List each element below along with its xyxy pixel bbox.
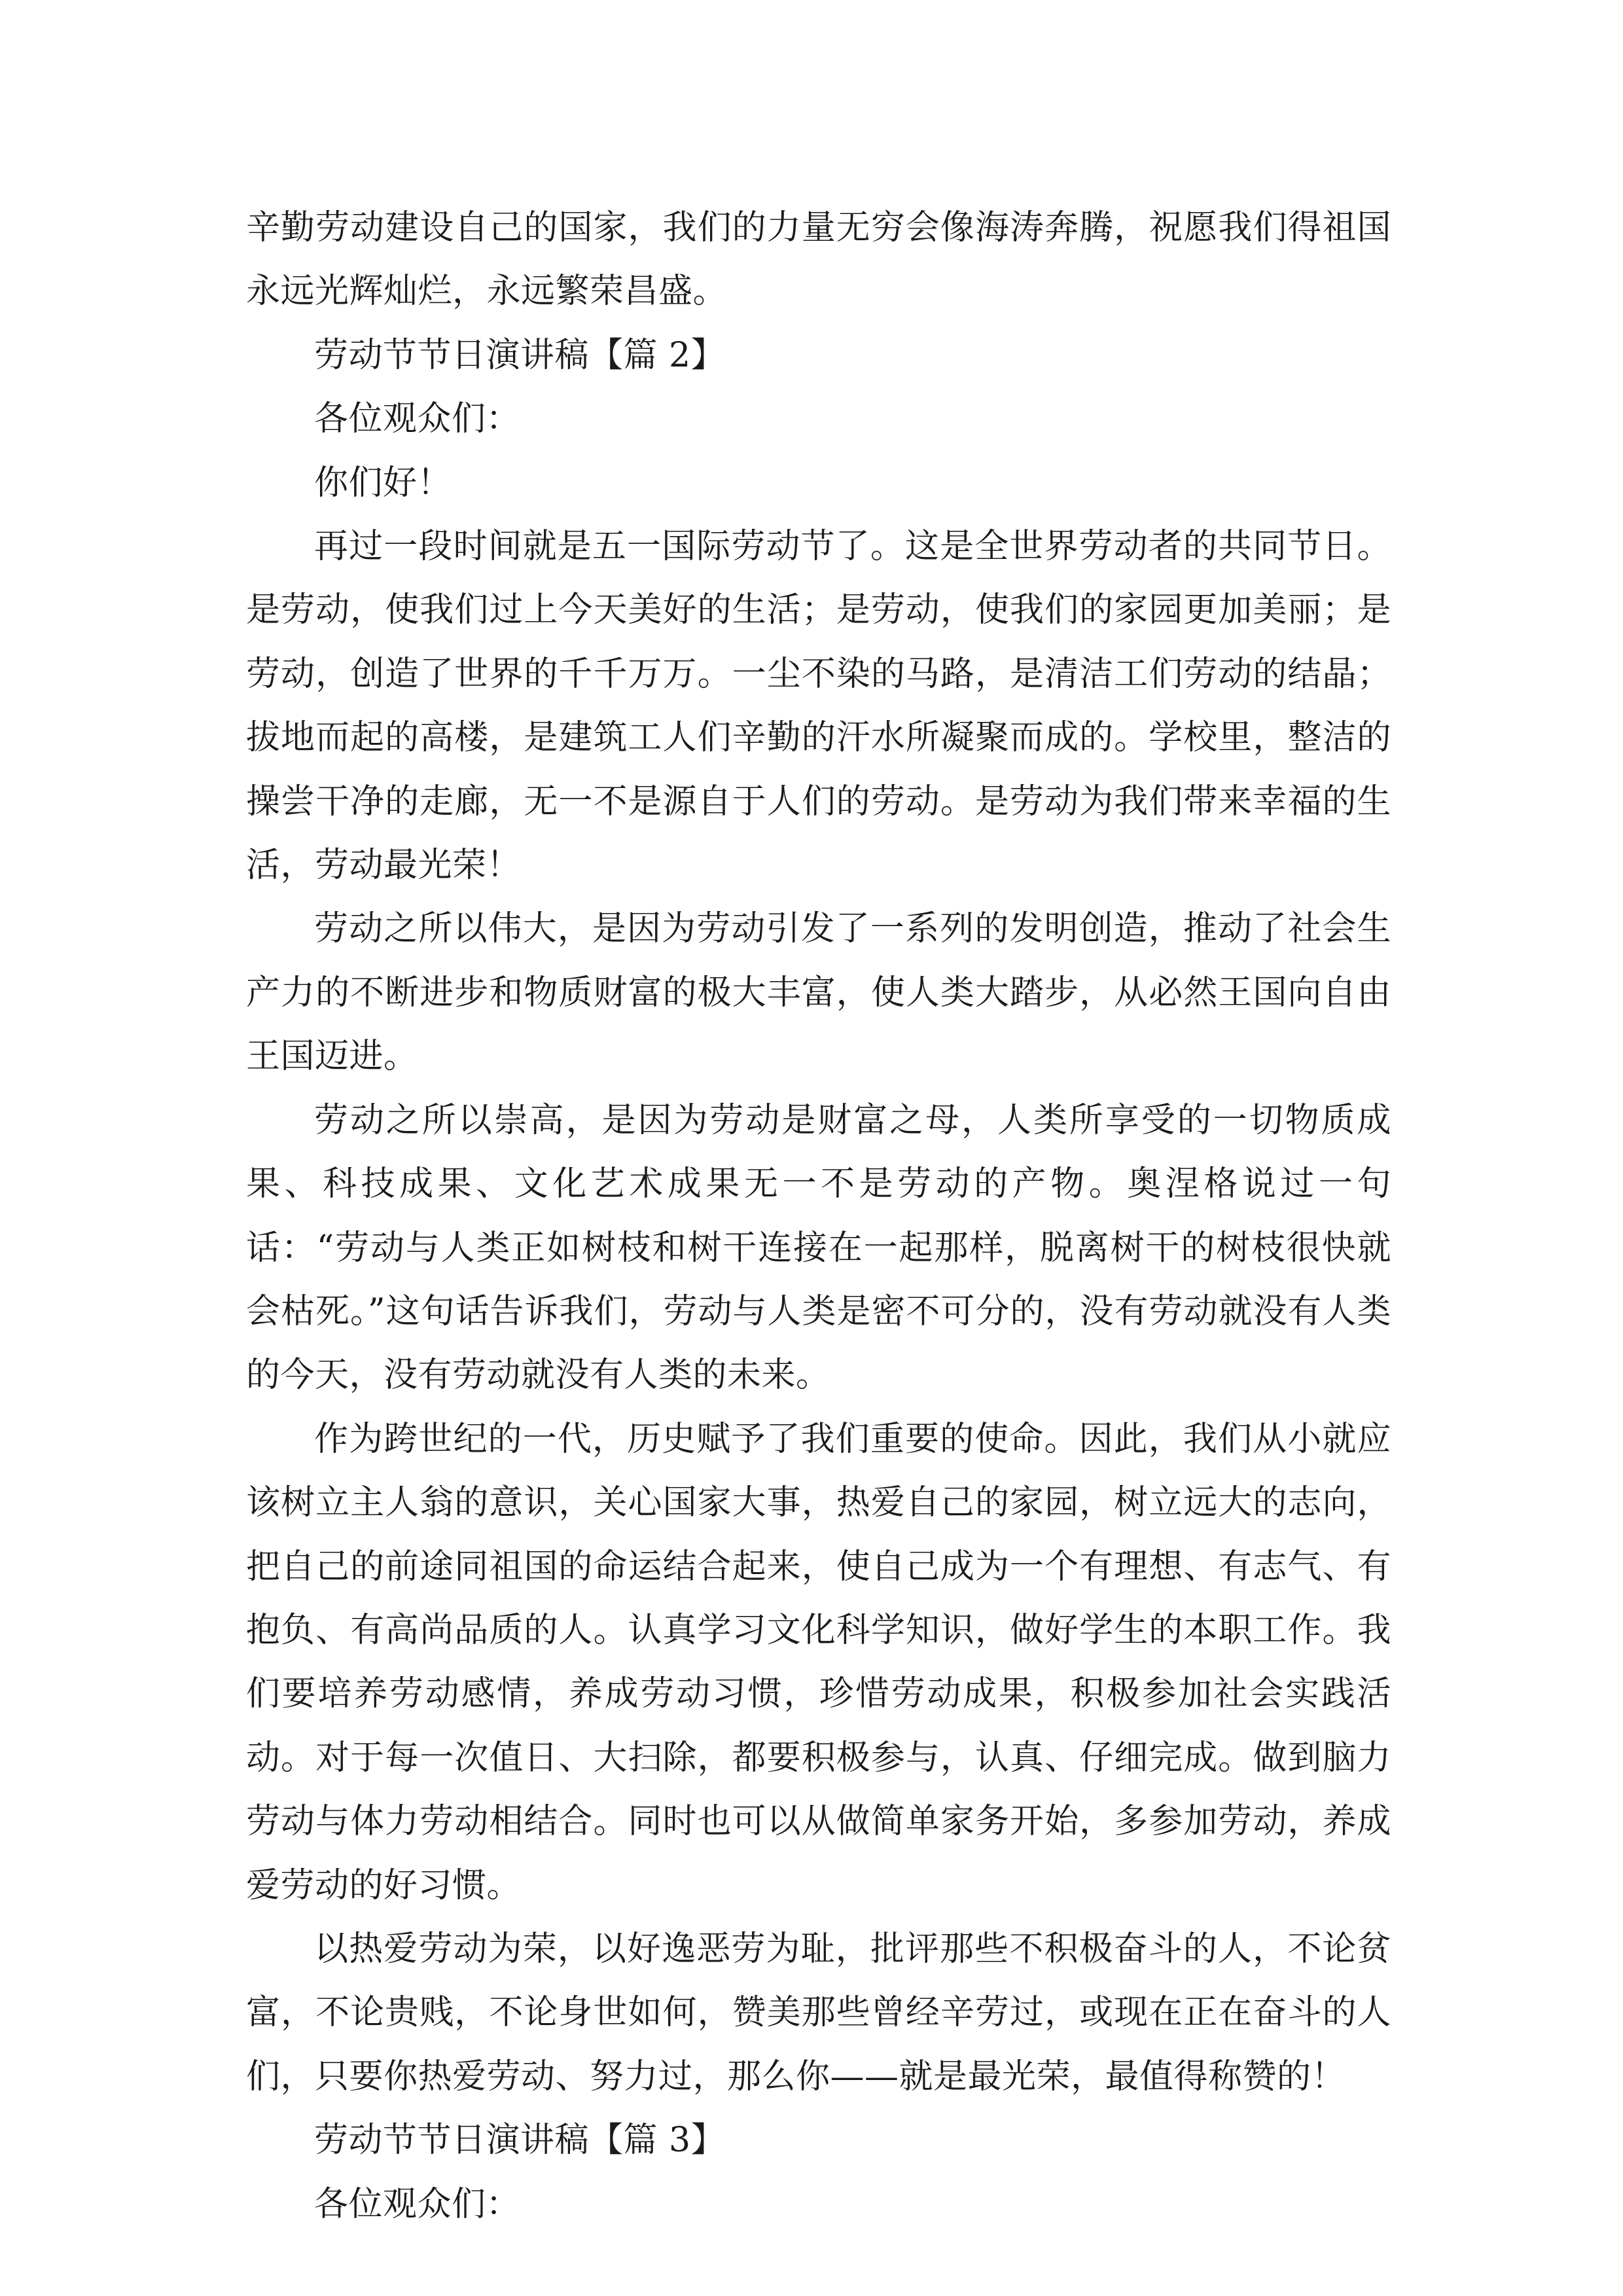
- paragraph-closing-prev: 辛勤劳动建设自己的国家，我们的力量无穷会像海涛奔腾，祝愿我们得祖国永远光辉灿烂，永远繁荣昌盛。: [246, 208, 1391, 312]
- paragraph: 作为跨世纪的一代，历史赋予了我们重要的使命。因此，我们从小就应该树立主人翁的意识，关心国家大事，热爱自己的家园，树立远大的志向，把自己的前途同祖国的命运结合起来，使自己成为一个有理想、有志气、有抱负、有高尚品质的人。认真学习文化科学知识，做好学生的本职工作。我们要培养劳动感情，养成劳动习惯，珍惜劳动成果，积极参加社会实践活动。对于每一次值日、大扫除，都要积极参与，认真、仔细完成。做到脑力劳动与体力劳动相结合。同时也可以从做简单家务开始，多参加劳动，养成爱劳动的好习惯。: [246, 1419, 1391, 1905]
- section-heading-3: 劳动节节日演讲稿【篇 3】: [314, 2121, 726, 2161]
- section-heading-2: 劳动节节日演讲稿【篇 2】: [314, 335, 726, 375]
- paragraph: 以热爱劳动为荣，以好逸恶劳为耻，批评那些不积极奋斗的人，不论贫富，不论贵贱，不论身世如何，赞美那些曾经辛劳过，或现在正在奋斗的人们，只要你热爱劳动、努力过，那么你——就是最光荣，最值得称赞的！: [246, 1929, 1391, 2096]
- salutation: 各位观众们：: [314, 399, 521, 439]
- document-body: [246, 196, 1391, 2236]
- paragraph: 再过一段时间就是五一国际劳动节了。这是全世界劳动者的共同节日。是劳动，使我们过上今天美好的生活；是劳动，使我们的家园更加美丽；是劳动，创造了世界的千千万万。一尘不染的马路，是清洁工们劳动的结晶；拔地而起的高楼，是建筑工人们辛勤的汗水所凝聚而成的。学校里，整洁的操尝干净的走廊，无一不是源自于人们的劳动。是劳动为我们带来幸福的生活，劳动最光荣！: [246, 527, 1391, 886]
- paragraph: 劳动之所以崇高，是因为劳动是财富之母，人类所享受的一切物质成果、科技成果、文化艺术成果无一不是劳动的产物。奥涅格说过一句话：“劳动与人类正如树枝和树干连接在一起那样，脱离树干的树枝很快就会枯死。”这句话告诉我们，劳动与人类是密不可分的，没有劳动就没有人类的今天，没有劳动就没有人类的未来。: [246, 1100, 1391, 1395]
- greeting: 你们好！: [314, 463, 452, 503]
- paragraph: 劳动之所以伟大，是因为劳动引发了一系列的发明创造，推动了社会生产力的不断进步和物质财富的极大丰富，使人类大踏步，从必然王国向自由王国迈进。: [246, 909, 1391, 1077]
- salutation: 各位观众们：: [314, 2184, 521, 2224]
